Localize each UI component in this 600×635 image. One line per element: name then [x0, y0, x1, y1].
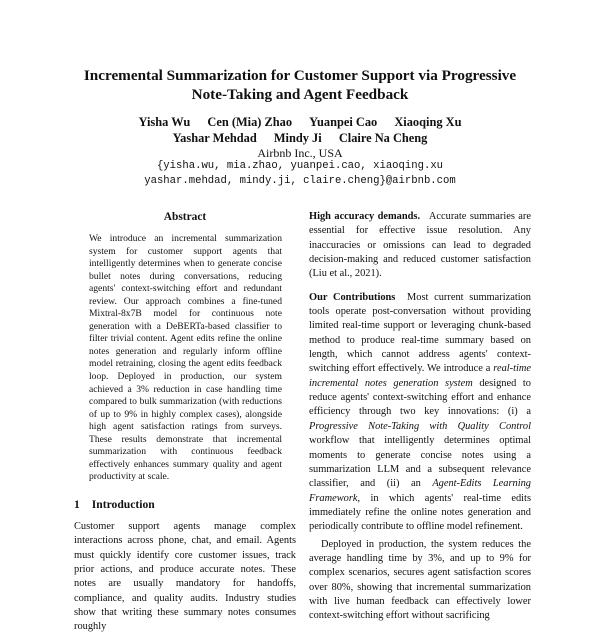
accuracy-paragraph [309, 210, 531, 282]
paragraph-text: Accurate summaries are essential for effective issue resolution. Any inaccuracies or omissions can lead to degraded decision-making and reduced customer satisfaction (Liu et al., 2021). [309, 211, 531, 280]
title-line-1: Incremental Summarization for Customer Support via Progressive [83, 67, 517, 84]
contributions-paragraph [309, 291, 531, 535]
author-name: Cen (Mia) Zhao [207, 115, 293, 129]
paragraph-text: workflow that intelligently determines optimal moments to generate concise notes using a summarization LLM and a subsequent relevance classifier, and (ii) an [309, 435, 531, 490]
emphasis-text: Agent-Edits Learning Framework [309, 478, 531, 504]
left-column [74, 210, 296, 635]
abstract-heading: Abstract [163, 211, 207, 223]
author-name: Xiaoqing Xu [394, 115, 462, 129]
author-name: Claire Na Cheng [338, 131, 428, 145]
section-number: 1 [74, 497, 80, 511]
paragraph-heading: Our Contributions [309, 291, 396, 303]
author-emails [40, 159, 560, 189]
email-line-2: yashar.mehdad, mindy.ji, claire.cheng}@airbnb.com [144, 175, 456, 187]
author-name: Yisha Wu [138, 115, 191, 129]
abstract-text: We introduce an incremental summarization system for customer support agents that intelligently determines when to generate concise bullet notes during conversations, reducing agents' context-switching effort and redundant review. Our approach combines a fine-tuned Mixtral-8x7B model for continuous note generation with a DeBERTa-based classifier to filter trivial content. Agent edits refine the online notes generation and regularly inform offline model retraining, closing the agent edits feedback loop. Deployed in production, our system achieved a 3% reduction in case handling time compared to bulk summarization (with reductions of up to 9% in highly complex cases), alongside high agent satisfaction ratings from surveys. These results demonstrate that incremental summarization with continuous feedback effectively enhances summary quality and agent productivity at scale. [89, 233, 282, 483]
author-row-2 [40, 130, 560, 146]
paragraph-text: , in which agents' real-time edits immediately refine the online notes generation and periodically contribute to offline model refinement. [309, 492, 531, 533]
author-name: Yuanpei Cao [309, 115, 378, 129]
paper-title [40, 66, 560, 104]
right-column [309, 210, 531, 624]
deployment-paragraph: Deployed in production, the system reduces the average handling time by 3%, and up to 9% for complex scenarios, secures agent satisfaction scores over 80%, showing that incremental summarization with live human feedback can effectively lower context-switching effort without sacrificing [309, 538, 531, 622]
emphasis-text: Progressive Note-Taking with Quality Control [309, 420, 531, 432]
author-name: Yashar Mehdad [172, 131, 257, 145]
author-name: Mindy Ji [273, 131, 322, 145]
section-heading-introduction [74, 498, 296, 512]
intro-paragraph-1: Customer support agents manage complex interactions across phone, chat, and email. Agents must quickly identify core customer issues, track prior actions, and produce accurate notes. These notes are usually mandatory for handoffs, compliance, and quality audits. Industry studies show that writing these summary notes consumes roughly [74, 520, 296, 633]
title-line-2: Note-Taking and Agent Feedback [191, 86, 409, 103]
paragraph-text: designed to reduce agents' context-switching effort and enhance efficiency through two key innovations: (i) a [309, 377, 531, 418]
author-list [40, 114, 560, 146]
paragraph-text: Most current summarization tools operate post-conversation without providing limited real-time support or leveraging chunk-based method to produce real-time summary based on length, which cannot address agents' context-switching effort effectively. We introduce a [309, 291, 531, 375]
emphasis-text: real-time incremental notes generation system [309, 363, 531, 389]
affiliation: Airbnb Inc., USA [257, 146, 343, 160]
paragraph-heading: High accuracy demands. [309, 211, 421, 222]
email-line-1: {yisha.wu, mia.zhao, yuanpei.cao, xiaoqing.xu [156, 160, 444, 172]
author-row-1 [40, 114, 560, 130]
section-title: Introduction [91, 497, 155, 511]
